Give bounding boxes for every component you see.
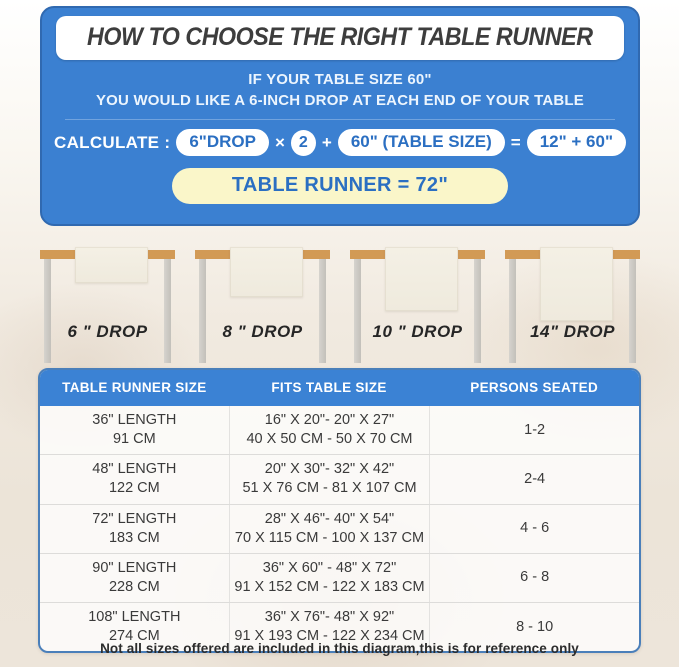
fits-size-cell [229, 406, 430, 454]
size-table [38, 368, 641, 653]
drop-illustrations [40, 243, 640, 365]
fits-inches: 20" X 30"- 32" X 42" [264, 461, 395, 478]
runner-cloth [385, 247, 458, 311]
runner-size-cell [40, 505, 229, 553]
fits-cm: 70 X 115 CM - 100 X 137 CM [234, 529, 425, 546]
runner-size-cell [40, 554, 229, 602]
runner-size-cell [40, 455, 229, 503]
fits-inches: 28" X 46"- 40" X 54" [264, 510, 395, 527]
fits-cm: 51 X 76 CM - 81 X 107 CM [242, 480, 417, 497]
drop-label: 10 " DROP [372, 322, 463, 341]
persons-value: 4 - 6 [520, 520, 550, 537]
page-title: HOW TO CHOOSE THE RIGHT TABLE RUNNER [87, 23, 593, 51]
times-operator: × [274, 132, 285, 152]
drop-illustration-14 [505, 243, 640, 365]
runner-result-pill: TABLE RUNNER = 72" [172, 168, 508, 204]
drop-label: 6 " DROP [67, 322, 148, 341]
persons-cell [429, 455, 639, 503]
size-cm: 122 CM [108, 480, 160, 497]
title-banner [56, 16, 624, 60]
drop-illustration-8 [195, 243, 330, 365]
plus-operator: + [321, 132, 332, 152]
runner-size-cell [40, 406, 229, 454]
size-table-header [40, 370, 639, 406]
header-fits-table-size: FITS TABLE SIZE [271, 380, 387, 395]
hero-subtitle [54, 69, 626, 111]
size-inches: 48" LENGTH [92, 461, 177, 478]
fits-cm: 91 X 152 CM - 122 X 183 CM [234, 578, 425, 595]
header-runner-size: TABLE RUNNER SIZE [62, 380, 207, 395]
runner-cloth [75, 247, 148, 283]
persons-value: 8 - 10 [516, 618, 554, 635]
header-persons-seated: PERSONS SEATED [470, 380, 599, 395]
subtitle-line-2: YOU WOULD LIKE A 6-INCH DROP AT EACH END OF YOUR TABLE [95, 92, 585, 109]
fits-inches: 16" X 20"- 20" X 27" [264, 412, 395, 428]
fits-cm: 91 X 193 CM - 122 X 234 CM [234, 628, 425, 645]
persons-cell [429, 505, 639, 553]
drop-illustration-10 [350, 243, 485, 365]
table-row [40, 454, 639, 503]
table-leg-left [44, 259, 51, 363]
table-leg-left [199, 259, 206, 363]
equals-operator: = [510, 132, 521, 152]
subtitle-line-1: IF YOUR TABLE SIZE 60" [248, 71, 432, 88]
multiplier-circle: 2 [291, 130, 316, 156]
table-row [40, 504, 639, 553]
table-leg-right [164, 259, 171, 363]
table-leg-right [629, 259, 636, 363]
calculate-label: CALCULATE : [54, 132, 171, 152]
size-cm: 228 CM [108, 578, 160, 595]
table-leg-right [319, 259, 326, 363]
size-inches: 90" LENGTH [92, 559, 177, 576]
size-inches: 72" LENGTH [92, 510, 177, 527]
table-leg-left [354, 259, 361, 363]
fits-cm: 40 X 50 CM - 50 X 70 CM [246, 431, 413, 448]
drop-label: 8 " DROP [222, 322, 303, 341]
size-cm: 91 CM [112, 431, 156, 448]
size-inches: 36" LENGTH [92, 412, 177, 428]
table-leg-left [509, 259, 516, 363]
runner-cloth [230, 247, 303, 297]
persons-value: 6 - 8 [520, 569, 550, 586]
persons-value: 1-2 [524, 421, 546, 438]
persons-value: 2-4 [524, 470, 546, 487]
fits-inches: 36" X 60" - 48" X 72" [262, 559, 397, 576]
fits-inches: 36" X 76"- 48" X 92" [264, 609, 395, 625]
table-size-pill: 60" (TABLE SIZE) [338, 129, 505, 156]
fits-size-cell [229, 455, 430, 503]
runner-cloth [540, 247, 613, 321]
table-row [40, 553, 639, 602]
persons-cell [429, 554, 639, 602]
fits-size-cell [229, 554, 430, 602]
drop-pill: 6"DROP [176, 129, 269, 156]
size-inches: 108" LENGTH [88, 609, 181, 625]
calculation-formula [54, 129, 626, 156]
table-leg-right [474, 259, 481, 363]
drop-label: 14" DROP [530, 322, 615, 341]
result-pill: 12" + 60" [527, 129, 626, 156]
size-cm: 183 CM [108, 529, 160, 546]
hero-divider [65, 119, 614, 120]
footer-note: Not all sizes offered are included in this diagram,this is for reference only [100, 641, 579, 656]
fits-size-cell [229, 505, 430, 553]
table-row [40, 406, 639, 454]
size-cm: 274 CM [108, 628, 160, 645]
drop-illustration-6 [40, 243, 175, 365]
persons-cell [429, 406, 639, 454]
hero-panel [40, 6, 640, 226]
